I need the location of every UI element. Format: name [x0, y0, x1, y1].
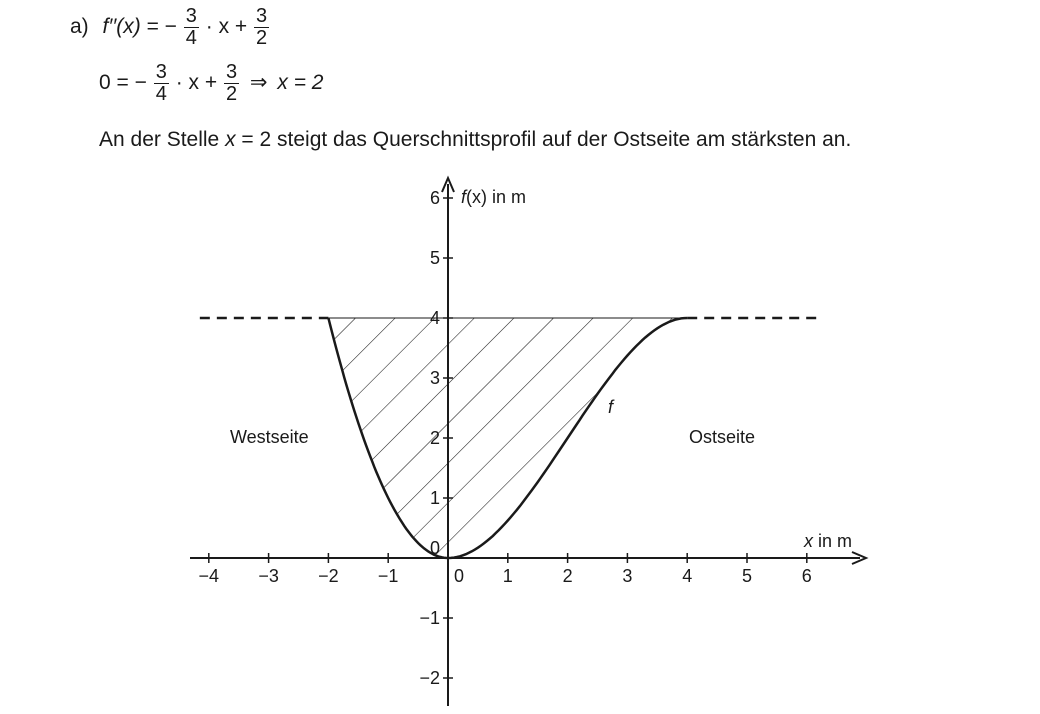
- times-x-plus: · x +: [169, 71, 223, 95]
- y-tick-label: −2: [419, 668, 440, 688]
- derivative-argument: (x): [116, 15, 141, 39]
- y-tick-label: 1: [429, 488, 440, 508]
- derivative-function: f: [102, 15, 109, 39]
- x-tick-label: 5: [741, 566, 753, 586]
- x-tick-label: 0: [453, 566, 465, 586]
- x-tick-label: 4: [682, 566, 693, 586]
- x-tick-label: 6: [801, 566, 812, 586]
- implies-arrow: ⇒: [244, 71, 274, 95]
- x-tick-label: −2: [318, 566, 339, 586]
- y-tick-label: 0: [429, 538, 440, 558]
- x-tick-label: 1: [502, 566, 513, 586]
- fraction-denominator: 2: [225, 83, 238, 105]
- part-label: a): [70, 15, 89, 39]
- x-tick-label: −4: [198, 566, 220, 586]
- y-tick-label: 6: [429, 188, 440, 208]
- curve-label-f: f: [608, 397, 614, 417]
- x-tick-label: 3: [622, 566, 633, 586]
- y-tick-label: 2: [429, 428, 440, 448]
- fraction-denominator: 4: [155, 83, 167, 105]
- x-tick-label: 2: [562, 566, 573, 586]
- y-tick-label: 5: [429, 248, 440, 268]
- y-axis-label: f(x) in m: [461, 187, 527, 207]
- fraction-numerator: 3: [225, 61, 238, 83]
- y-tick-label: 3: [429, 368, 440, 388]
- derivative-primes: ′′: [108, 15, 117, 39]
- fraction-denominator: 2: [256, 27, 268, 49]
- y-tick-label: 4: [429, 308, 440, 328]
- conclusion-text-after: = 2 steigt das Querschnittsprofil auf der Ostseite am stärksten an.: [235, 128, 852, 151]
- east-side-label: Ostseite: [689, 427, 756, 447]
- y-tick-label: −1: [419, 608, 440, 628]
- x-tick-label: −3: [258, 566, 279, 586]
- conclusion-text-before: An der Stelle: [99, 128, 226, 151]
- fraction-numerator: 3: [256, 5, 268, 27]
- fraction-denominator: 4: [185, 27, 197, 49]
- zero-equals-minus: 0 = −: [99, 71, 147, 95]
- x-axis-label: x in m: [803, 531, 852, 551]
- solution-result: x = 2: [277, 71, 324, 95]
- x-tick-label: −1: [377, 566, 399, 586]
- times-x-plus: · x +: [199, 15, 254, 39]
- fraction-numerator: 3: [185, 5, 197, 27]
- fraction-numerator: 3: [155, 61, 167, 83]
- equals-minus: = −: [140, 15, 177, 39]
- conclusion-variable: x: [225, 128, 236, 151]
- west-side-label: Westseite: [230, 427, 309, 447]
